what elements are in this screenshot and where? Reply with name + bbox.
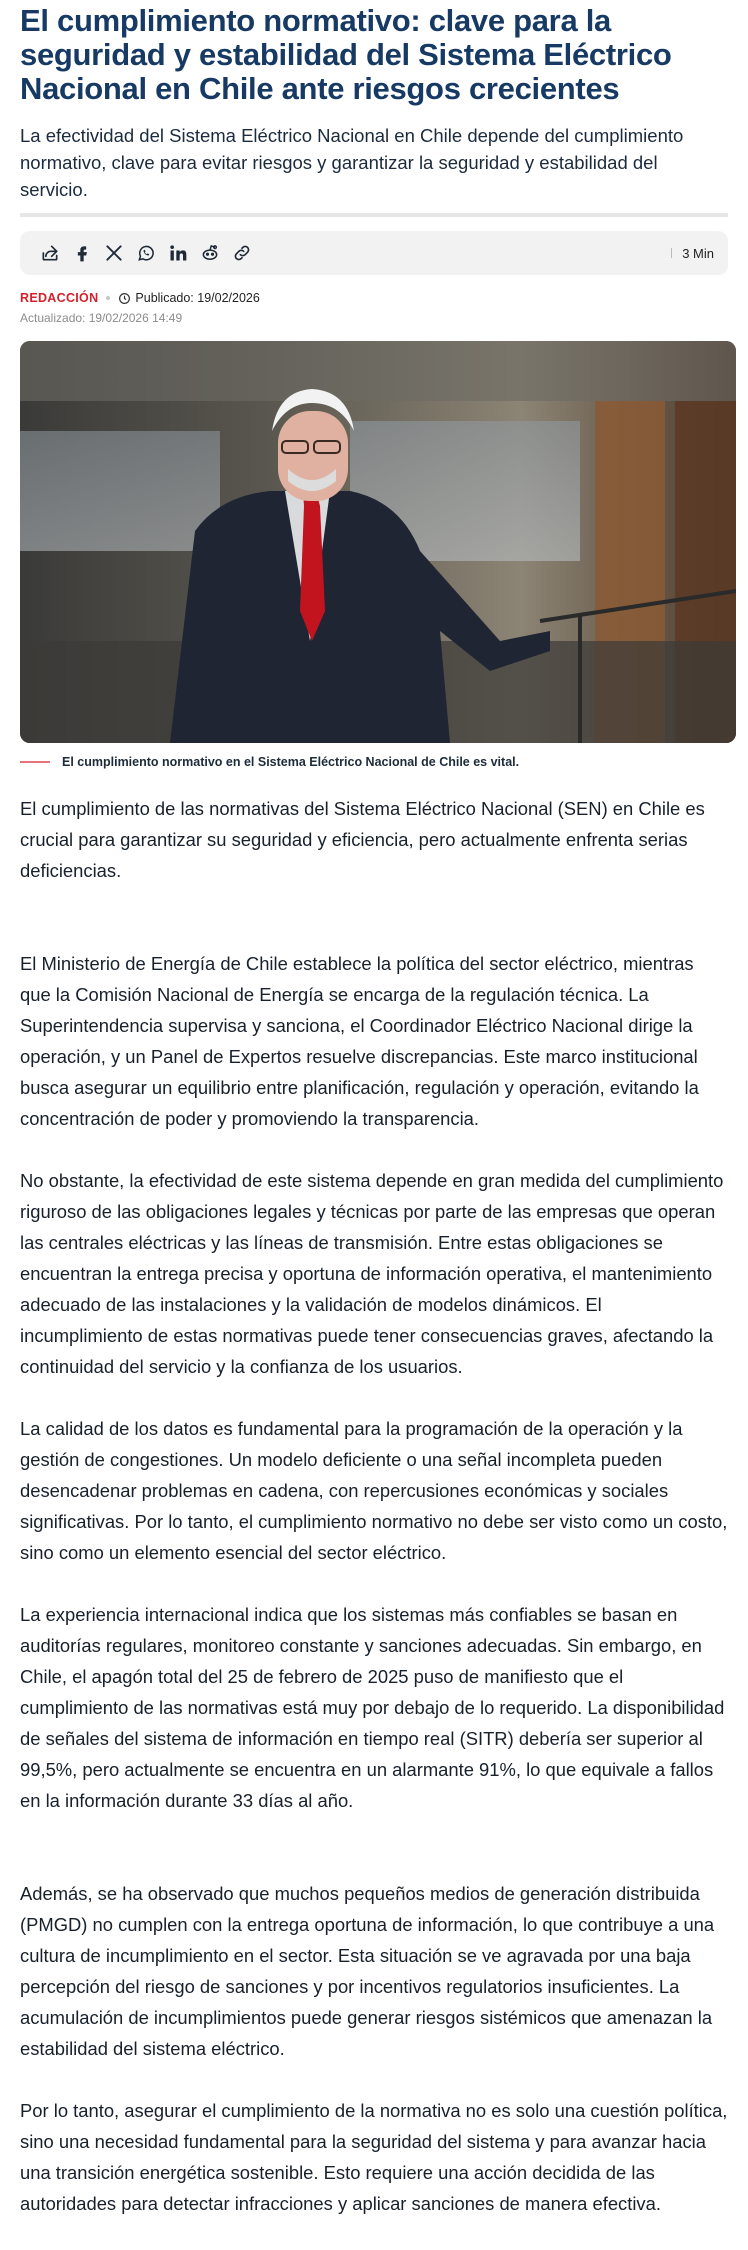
x-icon[interactable] [98, 237, 130, 269]
caption-accent-bar [20, 761, 50, 763]
photo-caption [20, 755, 728, 769]
paragraph: La experiencia internacional indica que los sistemas más confiables se basan en auditorías regulares, monitoreo constante y sanciones adecuadas. Sin embargo, en Chile, el apagón total del 25 de febrero de 2025 puso de manifiesto que el cumplimiento de las normativas está muy por debajo de lo requerido. La disponibilidad de señales del sistema de información en tiempo real (SITR) debería ser superior al 99,5%, pero actualmente se encuentra en un alarmante 91%, lo que equivale a fallos en la información durante 33 días al año. [20, 1604, 725, 1811]
read-time [671, 246, 714, 261]
paragraph: Además, se ha observado que muchos pequeños medios de generación distribuida (PMGD) no cumplen con la entrega oportuna de información, lo que contribuye a una cultura de incumplimiento en el sector. Esta situación se ve agravada por una baja percepción del riesgo de sanciones y por incentivos regulatorios insuficientes. La acumulación de incumplimientos puede generar riesgos sistémicos que amenazan la estabilidad del sistema eléctrico. [20, 1883, 715, 2059]
share-bar [20, 231, 728, 275]
caption-text: El cumplimiento normativo en el Sistema Eléctrico Nacional de Chile es vital. [62, 755, 520, 769]
hero-photo [20, 341, 736, 743]
updated-date: Actualizado: 19/02/2026 14:49 [20, 311, 183, 325]
facebook-icon[interactable] [66, 237, 98, 269]
paragraph: El cumplimiento de las normativas del Sistema Eléctrico Nacional (SEN) en Chile es crucial para garantizar su seguridad y eficiencia, pero actualmente enfrenta serias deficiencias. [20, 798, 705, 881]
clock-icon [118, 292, 131, 305]
link-icon[interactable] [226, 237, 258, 269]
paragraph: No obstante, la efectividad de este sistema depende en gran medida del cumplimiento riguroso de las obligaciones legales y técnicas por parte de las empresas que operan las centrales eléctricas y las líneas de transmisión. Entre estas obligaciones se encuentran la entrega precisa y oportuna de información operativa, el mantenimiento adecuado de las instalaciones y la validación de modelos dinámicos. El incumplimiento de estas normativas puede tener consecuencias graves, afectando la continuidad del servicio y la confianza de los usuarios. [20, 1170, 724, 1377]
article-lede: La efectividad del Sistema Eléctrico Nacional en Chile depende del cumplimiento normativo, clave para evitar riesgos y garantizar la seguridad y estabilidad del servicio. [20, 122, 728, 217]
share-icon[interactable] [34, 237, 66, 269]
hero-photo-illustration [20, 341, 736, 743]
article-meta [20, 291, 728, 305]
published-label: Publicado: 19/02/2026 [135, 291, 260, 305]
read-time-label: 3 Min [682, 245, 714, 261]
linkedin-icon[interactable] [162, 237, 194, 269]
paragraph: La calidad de los datos es fundamental para la programación de la operación y la gestión de congestiones. Un modelo deficiente o una señal incompleta pueden desencadenar problemas en cadena, con repercusiones económicas y sociales significativas. Por lo tanto, el cumplimiento normativo no debe ser visto como un costo, sino como un elemento esencial del sector eléctrico. [20, 1418, 728, 1563]
author-name[interactable]: REDACCIÓN [20, 291, 99, 305]
meta-separator [106, 296, 110, 300]
read-time-divider [671, 248, 672, 258]
paragraph: El Ministerio de Energía de Chile establece la política del sector eléctrico, mientras que la Comisión Nacional de Energía se encarga de la regulación técnica. La Superintendencia supervisa y sanciona, el Coordinador Eléctrico Nacional dirige la operación, y un Panel de Expertos resuelve discrepancias. Este marco institucional busca asegurar un equilibrio entre planificación, regulación y operación, evitando la concentración de poder y promoviendo la transparencia. [20, 953, 699, 1129]
reddit-icon[interactable] [194, 237, 226, 269]
published-date [118, 291, 259, 305]
article-body [20, 793, 728, 2219]
share-icons [34, 237, 258, 269]
whatsapp-icon[interactable] [130, 237, 162, 269]
article-headline: El cumplimiento normativo: clave para la seguridad y estabilidad del Sistema Eléctrico Nacional en Chile ante riesgos crecientes [20, 3, 672, 106]
paragraph: Por lo tanto, asegurar el cumplimiento de la normativa no es solo una cuestión política, sino una necesidad fundamental para la seguridad del sistema y para avanzar hacia una transición energética sostenible. Esto requiere una acción decidida de las autoridades para detectar infracciones y aplicar sanciones de manera efectiva. [20, 2100, 728, 2214]
